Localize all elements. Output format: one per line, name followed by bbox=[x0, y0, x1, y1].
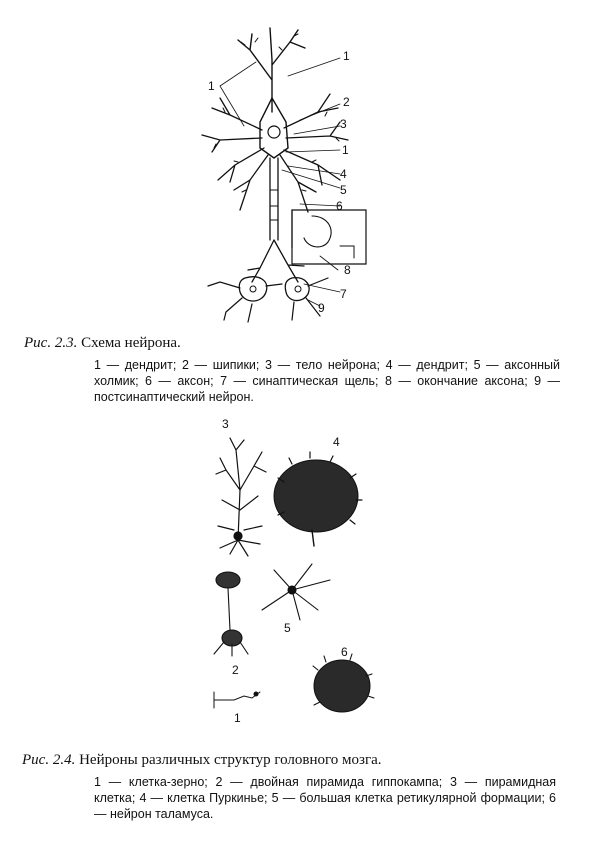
figure-2-4-caption bbox=[22, 751, 382, 769]
marker-reticular-5: 5 bbox=[284, 621, 291, 635]
marker-1-right-lower: 1 bbox=[342, 143, 349, 157]
purkinje-cell-drawing bbox=[274, 452, 362, 546]
marker-6: 6 bbox=[336, 199, 343, 213]
neuron-types-drawing bbox=[200, 430, 400, 730]
figure-2-3-legend: 1 — дендрит; 2 — шипики; 3 — тело нейрона; 4 — дендрит; 5 — аксонный холмик; 6 — аксон; 7 — синаптическая щель; 8 — окончание аксона; 9 — постсинаптический нейрон. bbox=[94, 358, 560, 404]
marker-5: 5 bbox=[340, 183, 347, 197]
marker-3: 3 bbox=[340, 117, 347, 131]
marker-7: 7 bbox=[340, 287, 347, 301]
marker-9: 9 bbox=[318, 301, 325, 315]
neuron-types-figure bbox=[200, 430, 400, 730]
thalamic-neuron-drawing bbox=[313, 654, 374, 712]
marker-2: 2 bbox=[343, 95, 350, 109]
figure-2-3-label: Рис. 2.3. bbox=[24, 335, 78, 351]
neuron-scheme-figure bbox=[190, 20, 390, 330]
marker-1-top-left: 1 bbox=[208, 79, 215, 93]
marker-purkinje-4: 4 bbox=[333, 435, 340, 449]
figure-2-4-title: Нейроны различных структур головного мозга. bbox=[79, 752, 382, 768]
neuron-scheme-drawing bbox=[190, 20, 390, 330]
marker-hippocampal-2: 2 bbox=[232, 663, 239, 677]
reticular-formation-cell-drawing bbox=[262, 564, 330, 620]
marker-thalamic-6: 6 bbox=[341, 645, 348, 659]
marker-pyramidal-3: 3 bbox=[222, 417, 229, 431]
figure-2-3-caption bbox=[24, 334, 181, 352]
marker-4: 4 bbox=[340, 167, 347, 181]
marker-granule-1: 1 bbox=[234, 711, 241, 725]
pyramidal-cell-drawing bbox=[216, 438, 266, 556]
figure-2-4-legend: 1 — клетка-зерно; 2 — двойная пирамида гиппокампа; 3 — пирамидная клетка; 4 — клетка Пуркинье; 5 — большая клетка ретикулярной формации; 6 — нейрон таламуса. bbox=[94, 775, 556, 821]
hippocampal-double-pyramid-drawing bbox=[214, 572, 248, 656]
marker-8: 8 bbox=[344, 263, 351, 277]
granule-cell-drawing bbox=[214, 692, 260, 708]
figure-2-4-label: Рис. 2.4. bbox=[22, 752, 76, 768]
figure-2-3-title: Схема нейрона. bbox=[81, 335, 181, 351]
marker-1-right-upper: 1 bbox=[343, 49, 350, 63]
